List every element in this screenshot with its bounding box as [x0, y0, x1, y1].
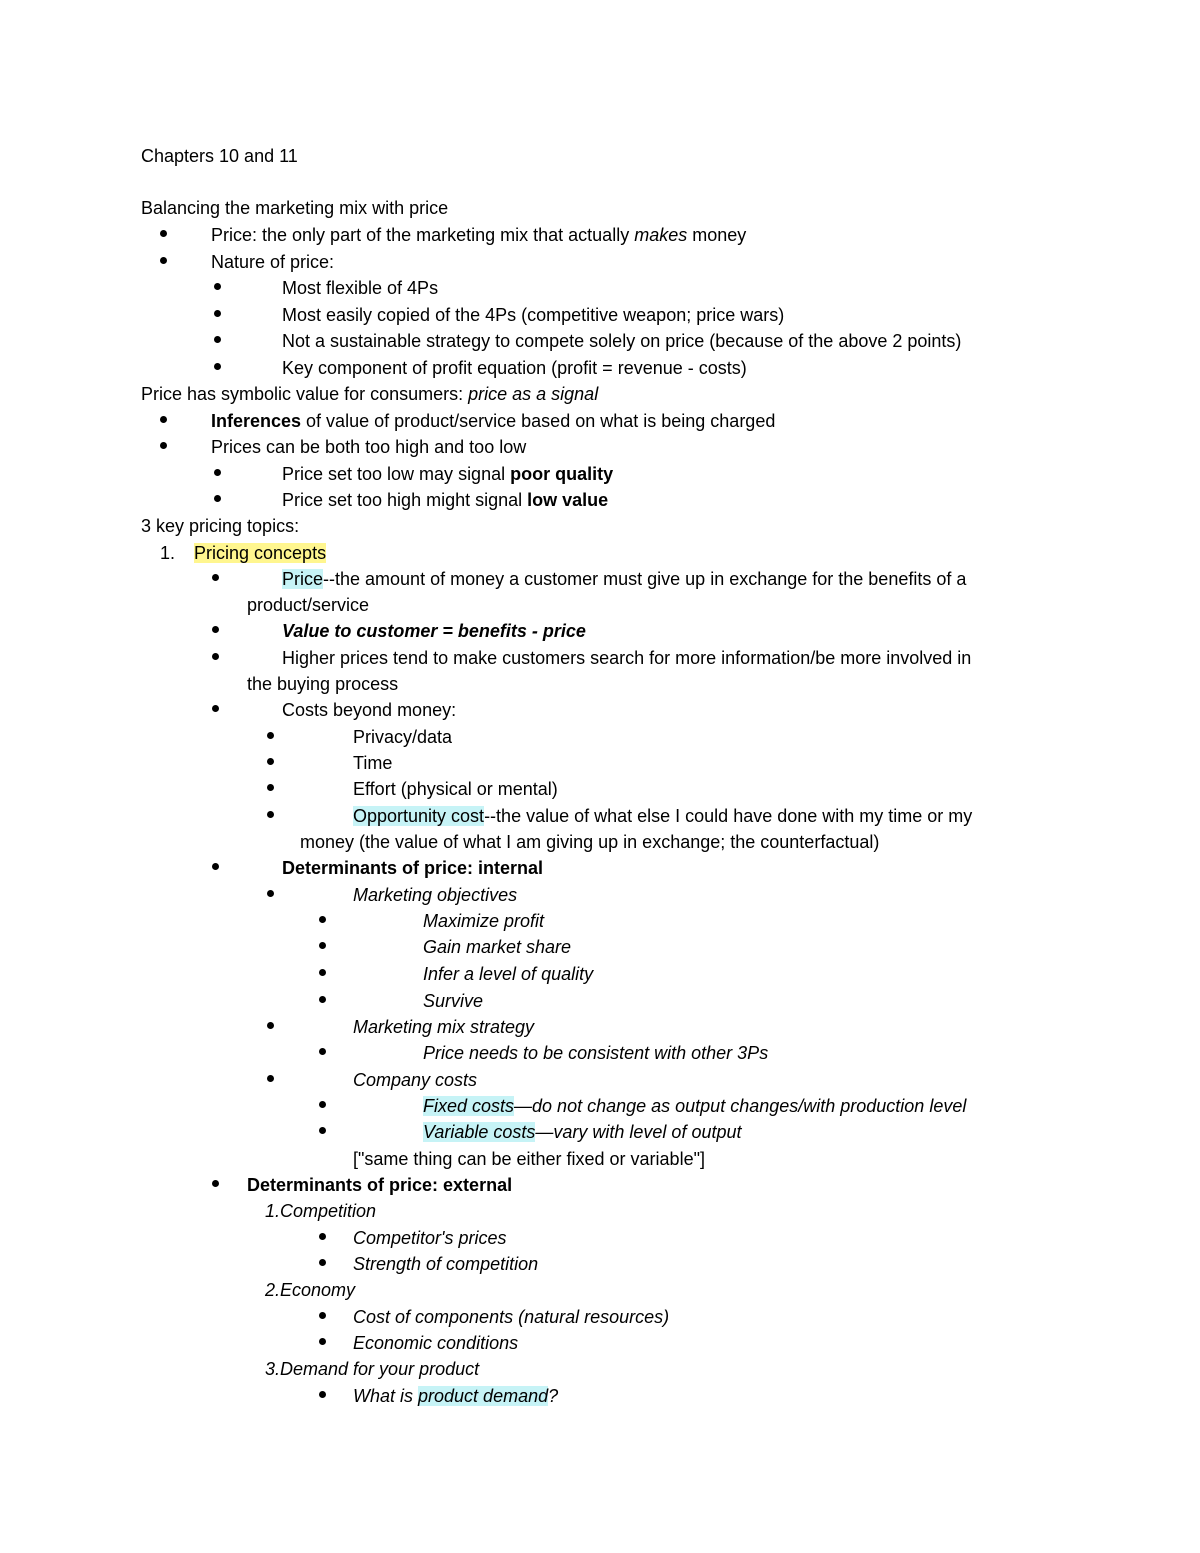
- bullet-icon: [214, 336, 221, 343]
- bullet-icon: [214, 363, 221, 370]
- highlighted-term: product demand: [418, 1386, 549, 1406]
- bullet-icon: [214, 495, 221, 502]
- item-text: —vary with level of output: [535, 1122, 742, 1142]
- bullet-icon: [319, 942, 326, 949]
- list-item: Determinants of price: internal: [282, 858, 544, 878]
- item-text: Price set too low may signal: [282, 464, 511, 484]
- note-text: ["same thing can be either fixed or variable"]: [353, 1149, 705, 1169]
- list-item: [353, 1385, 558, 1409]
- item-text: What is: [353, 1386, 419, 1406]
- item-bold: low value: [527, 490, 609, 510]
- list-item: Competitor's prices: [353, 1228, 507, 1248]
- highlighted-term: Opportunity cost: [353, 806, 485, 826]
- bullet-icon: [214, 310, 221, 317]
- highlighted-term: Fixed costs: [423, 1096, 515, 1116]
- list-item: Not a sustainable strategy to compete solely on price (because of the above 2 points): [282, 331, 962, 351]
- list-item: [211, 410, 775, 434]
- item-text: --the value of what else I could have done with my time or my: [484, 806, 973, 826]
- section-heading-symbolic-value: [141, 383, 598, 407]
- list-item: Determinants of price: external: [247, 1175, 513, 1195]
- bullet-icon: [319, 996, 326, 1003]
- list-item: [423, 1121, 742, 1145]
- bullet-icon: [160, 230, 167, 237]
- list-item: 1.Competition: [265, 1201, 377, 1221]
- list-item: Company costs: [353, 1070, 478, 1090]
- item-emphasis: makes: [634, 225, 688, 245]
- list-number: 1.: [160, 543, 176, 563]
- bullet-icon: [319, 916, 326, 923]
- bullet-icon: [319, 1259, 326, 1266]
- list-item: Privacy/data: [353, 727, 453, 747]
- list-item: Costs beyond money:: [282, 700, 457, 720]
- bullet-icon: [267, 758, 274, 765]
- list-item: Survive: [423, 991, 484, 1011]
- item-text: Price: the only part of the marketing mix that actually: [211, 225, 635, 245]
- list-item: Maximize profit: [423, 911, 545, 931]
- bullet-icon: [267, 890, 274, 897]
- list-item: Infer a level of quality: [423, 964, 594, 984]
- bullet-icon: [319, 969, 326, 976]
- item-text: —do not change as output changes/with production level: [514, 1096, 967, 1116]
- bullet-icon: [212, 705, 219, 712]
- bullet-icon: [160, 416, 167, 423]
- list-item: Price needs to be consistent with other 3Ps: [423, 1043, 769, 1063]
- list-item: [282, 463, 613, 487]
- bullet-icon: [214, 469, 221, 476]
- highlighted-term: Variable costs: [423, 1122, 536, 1142]
- list-item-continuation: product/service: [247, 595, 370, 615]
- item-text: --the amount of money a customer must give up in exchange for the benefits of a: [323, 569, 967, 589]
- bullet-icon: [212, 653, 219, 660]
- list-item: Most flexible of 4Ps: [282, 278, 439, 298]
- bullet-icon: [160, 442, 167, 449]
- list-item-continuation: money (the value of what I am giving up in exchange; the counterfactual): [300, 832, 880, 852]
- bullet-icon: [212, 626, 219, 633]
- section-heading-marketing-mix: Balancing the marketing mix with price: [141, 198, 449, 218]
- list-item: Higher prices tend to make customers search for more information/be more involved in: [282, 648, 972, 668]
- list-item: 2.Economy: [265, 1280, 356, 1300]
- list-item: Strength of competition: [353, 1254, 539, 1274]
- bullet-icon: [212, 574, 219, 581]
- item-text: of value of product/service based on what is being charged: [301, 411, 776, 431]
- bullet-icon: [267, 811, 274, 818]
- item-bold: Inferences: [211, 411, 302, 431]
- list-item: Gain market share: [423, 937, 572, 957]
- list-item: Economic conditions: [353, 1333, 519, 1353]
- bullet-icon: [214, 283, 221, 290]
- item-text: Price set too high might signal: [282, 490, 528, 510]
- bullet-icon: [267, 784, 274, 791]
- heading-emphasis: price as a signal: [468, 384, 599, 404]
- section-heading-pricing-topics: 3 key pricing topics:: [141, 516, 300, 536]
- list-item: [194, 542, 326, 566]
- highlighted-topic: Pricing concepts: [194, 543, 327, 563]
- item-text: ?: [548, 1386, 559, 1406]
- document-title: Chapters 10 and 11: [141, 146, 298, 166]
- bullet-icon: [267, 1075, 274, 1082]
- bullet-icon: [160, 257, 167, 264]
- bullet-icon: [319, 1048, 326, 1055]
- heading-text: Price has symbolic value for consumers:: [141, 384, 469, 404]
- item-text: money: [687, 225, 747, 245]
- item-bold: poor quality: [510, 464, 614, 484]
- list-item: [282, 489, 608, 513]
- value-formula: Value to customer = benefits - price: [282, 621, 586, 641]
- list-item: Most easily copied of the 4Ps (competitive weapon; price wars): [282, 305, 785, 325]
- bullet-icon: [319, 1127, 326, 1134]
- bullet-icon: [267, 1022, 274, 1029]
- bullet-icon: [212, 1180, 219, 1187]
- bullet-icon: [267, 732, 274, 739]
- bullet-icon: [319, 1101, 326, 1108]
- bullet-icon: [212, 863, 219, 870]
- list-item: Marketing mix strategy: [353, 1017, 535, 1037]
- bullet-icon: [319, 1391, 326, 1398]
- list-item: Cost of components (natural resources): [353, 1307, 670, 1327]
- list-item: [353, 805, 972, 829]
- bullet-icon: [319, 1312, 326, 1319]
- list-item: Time: [353, 753, 393, 773]
- highlighted-term: Price: [282, 569, 324, 589]
- list-item: 3.Demand for your product: [265, 1359, 480, 1379]
- bullet-icon: [319, 1338, 326, 1345]
- list-item: Nature of price:: [211, 252, 335, 272]
- list-item-continuation: the buying process: [247, 674, 399, 694]
- list-item: Marketing objectives: [353, 885, 518, 905]
- bullet-icon: [319, 1233, 326, 1240]
- list-item: [211, 224, 746, 248]
- list-item: [423, 1095, 966, 1119]
- list-item: Key component of profit equation (profit = revenue - costs): [282, 358, 747, 378]
- list-item: Prices can be both too high and too low: [211, 437, 527, 457]
- list-item: [282, 568, 966, 592]
- list-item: Effort (physical or mental): [353, 779, 558, 799]
